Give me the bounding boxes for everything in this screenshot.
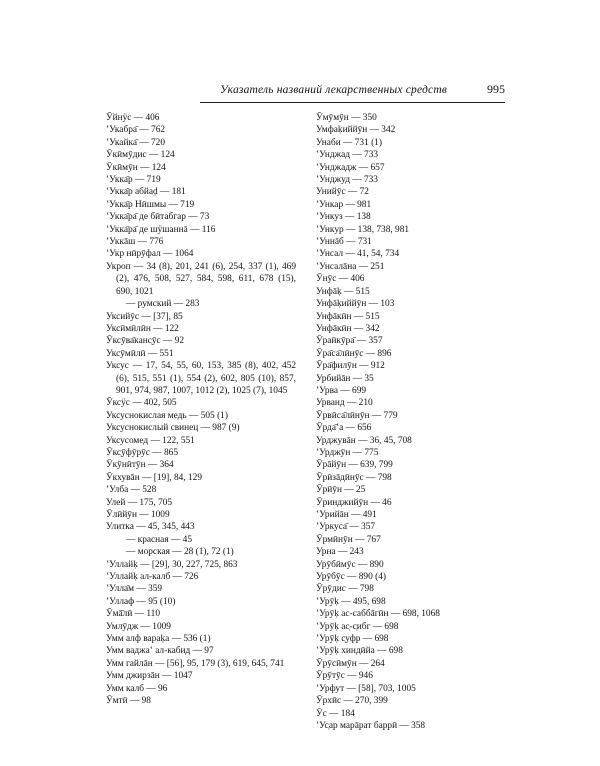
index-entry: Урӯбӯс — 890 (4) (316, 572, 386, 583)
index-entry: Умлӯдж — 1009 (106, 621, 171, 632)
index-entry: ʽУнджад — 733 (316, 150, 379, 161)
index-entry: ʽУнджадж — 657 (316, 162, 385, 173)
index-entry: Ӯлӣйӯн — 1009 (106, 510, 170, 520)
index-entry: ʽУрӯḳ — 495, 698 (316, 596, 386, 607)
index-entry: Уксӯмӣлӣ — 551 (106, 348, 174, 359)
index-column-left (106, 112, 296, 708)
index-entry: Унфāḳ — 515 (316, 286, 370, 297)
index-entry: Ӯра̄филӯн — 912 (316, 361, 385, 372)
index-entry: ʽУллайḳ — [29], 30, 227, 725, 863 (106, 559, 238, 570)
index-column-right (316, 112, 516, 732)
index-entry: ʽУрийāн — 491 (316, 510, 377, 520)
index-entry: Умм гайлāн — [56], 95, 179 (3), 619, 645, 741 (106, 658, 285, 669)
index-entry: Ӯмӯмӯн — 350 (316, 113, 377, 123)
index-entry: ʽУс̣ар марāрат баррӣ — 358 (316, 720, 426, 731)
index-entry: ʽУннāб — 731 (316, 237, 372, 248)
index-entry: ʽУлла̄м — 359 (106, 584, 163, 595)
index-entry: ʽУкр нӣрӯфал — 1064 (106, 249, 194, 260)
index-entry: Ӯс — 184 (316, 708, 355, 719)
index-entry: Ӯрӯдис — 798 (316, 584, 374, 595)
index-entry: ʽУкка̄ра̄ де шӱшаннā — 116 (106, 224, 216, 235)
index-entry: Ӯраӣкӯра̄ — 357 (316, 336, 383, 347)
index-entry: ʽУкка̄ра̄ де бӣтабгар — 73 (106, 212, 210, 223)
index-entry: ʽУнкар — 981 (316, 199, 372, 210)
index-entry: Ӯкӯнӣтӯн — 364 (106, 460, 174, 471)
index-entry: ʽУкайка̄ — 720 (106, 137, 166, 148)
index-entry: Ӯрӯтӯс — 946 (316, 671, 373, 682)
index-entry: Умм калб — 96 (106, 683, 168, 694)
running-header (200, 82, 505, 103)
index-entry: Унфāḳиййӯн — 103 (316, 299, 395, 310)
index-entry: ʽУрва — 699 (316, 385, 367, 396)
header-title: Указатель названий лекарственных средств (220, 84, 448, 96)
index-entry: Ӯра̄са̄лӣнӯс — 896 (316, 348, 392, 359)
index-entry: ʽУрӯḳ ас̣-с̣ибг — 698 (316, 621, 399, 632)
index-entry: Улитка — 45, 345, 443 (106, 522, 195, 533)
index-entry: ʽУрӯḳ хиндӣйа — 698 (316, 646, 403, 657)
index-entry: ʽУнсал — 41, 54, 734 (316, 249, 400, 260)
index-entry: Унаби — 731 (1) (316, 137, 382, 148)
index-entry: Урӯбӣмӯс — 890 (316, 559, 384, 570)
index-entry: ʽУкка̄р — 719 (106, 175, 161, 186)
index-entry: ʽУрфут — [58], 703, 1005 (316, 683, 416, 694)
index-entry: Уксуснокислый свинец — 987 (9) (106, 423, 240, 434)
index-entry: — красная — 45 (126, 534, 192, 545)
index-entry: Ӯкӣмӯн — 124 (106, 162, 166, 173)
index-entry: — румский — 283 (126, 299, 200, 310)
index-entry: Уксус — 17, 54, 55, 60, 153, 385 (8), 402, 452 (6), 515, 551 (1), 554 (2), 602, 805 (10), 857, 901, 974, 987, 1007, 1012 (2), 1025 (7), 1045 (106, 361, 296, 396)
index-entry: ʽУккāш — 776 (106, 237, 164, 248)
index-entry: Унфāкӣн — 515 (316, 311, 380, 322)
index-entry: Улей — 175, 705 (106, 497, 173, 508)
index-entry: Урбийāн — 35 (316, 373, 374, 384)
index-entry: Урна — 243 (316, 547, 364, 558)
index-entry: Ӯрмӣнӯн — 767 (316, 534, 381, 545)
index-entry: Унфāкӣн — 342 (316, 323, 380, 334)
index-entry: ʽУнсалāна — 251 (316, 261, 385, 272)
index-entry: Ӯрвӣса̄лӣнӯн — 779 (316, 410, 398, 421)
index-entry: Ӯкс̣ӯфӯрӯс — 865 (106, 447, 178, 458)
index-entry: Ӯрхӣс — 270, 399 (316, 696, 388, 707)
index-entry: Уксийӯс — [37], 85 (106, 311, 183, 322)
index-entry: Ӯксӯва̄канс̣ӯс — 92 (106, 336, 185, 347)
index-entry: ʽУнкуз — 138 (316, 212, 371, 223)
index-entry: Ӯрӯсӣмӯн — 264 (316, 658, 385, 669)
index-entry: Ӯмтӣ — 98 (106, 696, 151, 707)
index-entry: ʽУрджӯн — 775 (316, 447, 379, 458)
index-entry: Ӯксӱс — 402, 505 (106, 398, 177, 409)
index-entry: ʽУрӯḳ с̣уфр — 698 (316, 634, 389, 645)
index-entry: Ӯрда̄ʽа — 656 (316, 423, 372, 434)
index-entry: ʽУллаф — 95 (10) (106, 596, 176, 607)
index-entry: ʽУнджуд — 733 (316, 175, 378, 186)
index-entry: Ӯрӣӯн — 25 (316, 485, 366, 496)
index-entry: Ӯринджийӯн — 46 (316, 497, 392, 508)
index-entry: ʽУкка̄р абйаḍ — 181 (106, 187, 186, 198)
index-entry: Умм джирзāн — 1047 (106, 671, 193, 682)
index-entry: — морская — 28 (1), 72 (1) (126, 547, 234, 558)
index-entry: Умм ваджаʽ ал-кабид — 97 (106, 646, 214, 657)
index-entry: Уксӣмӣлӣн — 122 (106, 323, 179, 334)
page-number: 995 (487, 82, 505, 96)
index-entry: ʽУллайḳ ал-калб — 726 (106, 572, 199, 583)
index-entry: ʽУнкур — 138, 738, 981 (316, 224, 410, 235)
index-entry: Ӯйнӱс — 406 (106, 113, 160, 123)
index-entry: Умфаḳиййӯн — 342 (316, 125, 396, 136)
index-entry: ʽУлба — 528 (106, 485, 157, 496)
index-entry: Укроп — 34 (8), 201, 241 (6), 254, 337 (1), 469 (2), 476, 508, 527, 584, 598, 611, 678 (15), 690, 1021 (106, 261, 296, 297)
index-entry: ʽУкка̄р Нӣшмы — 719 (106, 199, 195, 210)
index-entry: ʽУрӯḳ ас-саббāгӣн — 698, 1068 (316, 609, 440, 620)
index-entry: ʽУкабра̄ — 762 (106, 125, 166, 136)
index-entry: Унийӯс — 72 (316, 187, 369, 198)
index-entry: Ӯрāйӯн — 639, 799 (316, 460, 393, 471)
index-entry: Ӯкӣмӯдис — 124 (106, 150, 175, 161)
index-entry: Урванд — 210 (316, 398, 373, 409)
index-entry: Ӯнӯс — 406 (316, 274, 365, 285)
index-entry: Ӯкхувāн — [19], 84, 129 (106, 472, 202, 483)
index-entry: Ӯрӣзāдӣнӯс — 798 (316, 472, 392, 483)
index-entry: Ӯмā̄лӣ — 110 (106, 609, 161, 620)
index-entry: Умм алф вараḳа — 536 (1) (106, 634, 211, 645)
index-entry: Урджувāн — 36, 45, 708 (316, 435, 412, 446)
index-entry: Уксуснокислая медь — 505 (1) (106, 410, 228, 421)
index-entry: Уксусомед — 122, 551 (106, 435, 195, 446)
index-entry: ʽУркуса̄ — 357 (316, 522, 376, 533)
